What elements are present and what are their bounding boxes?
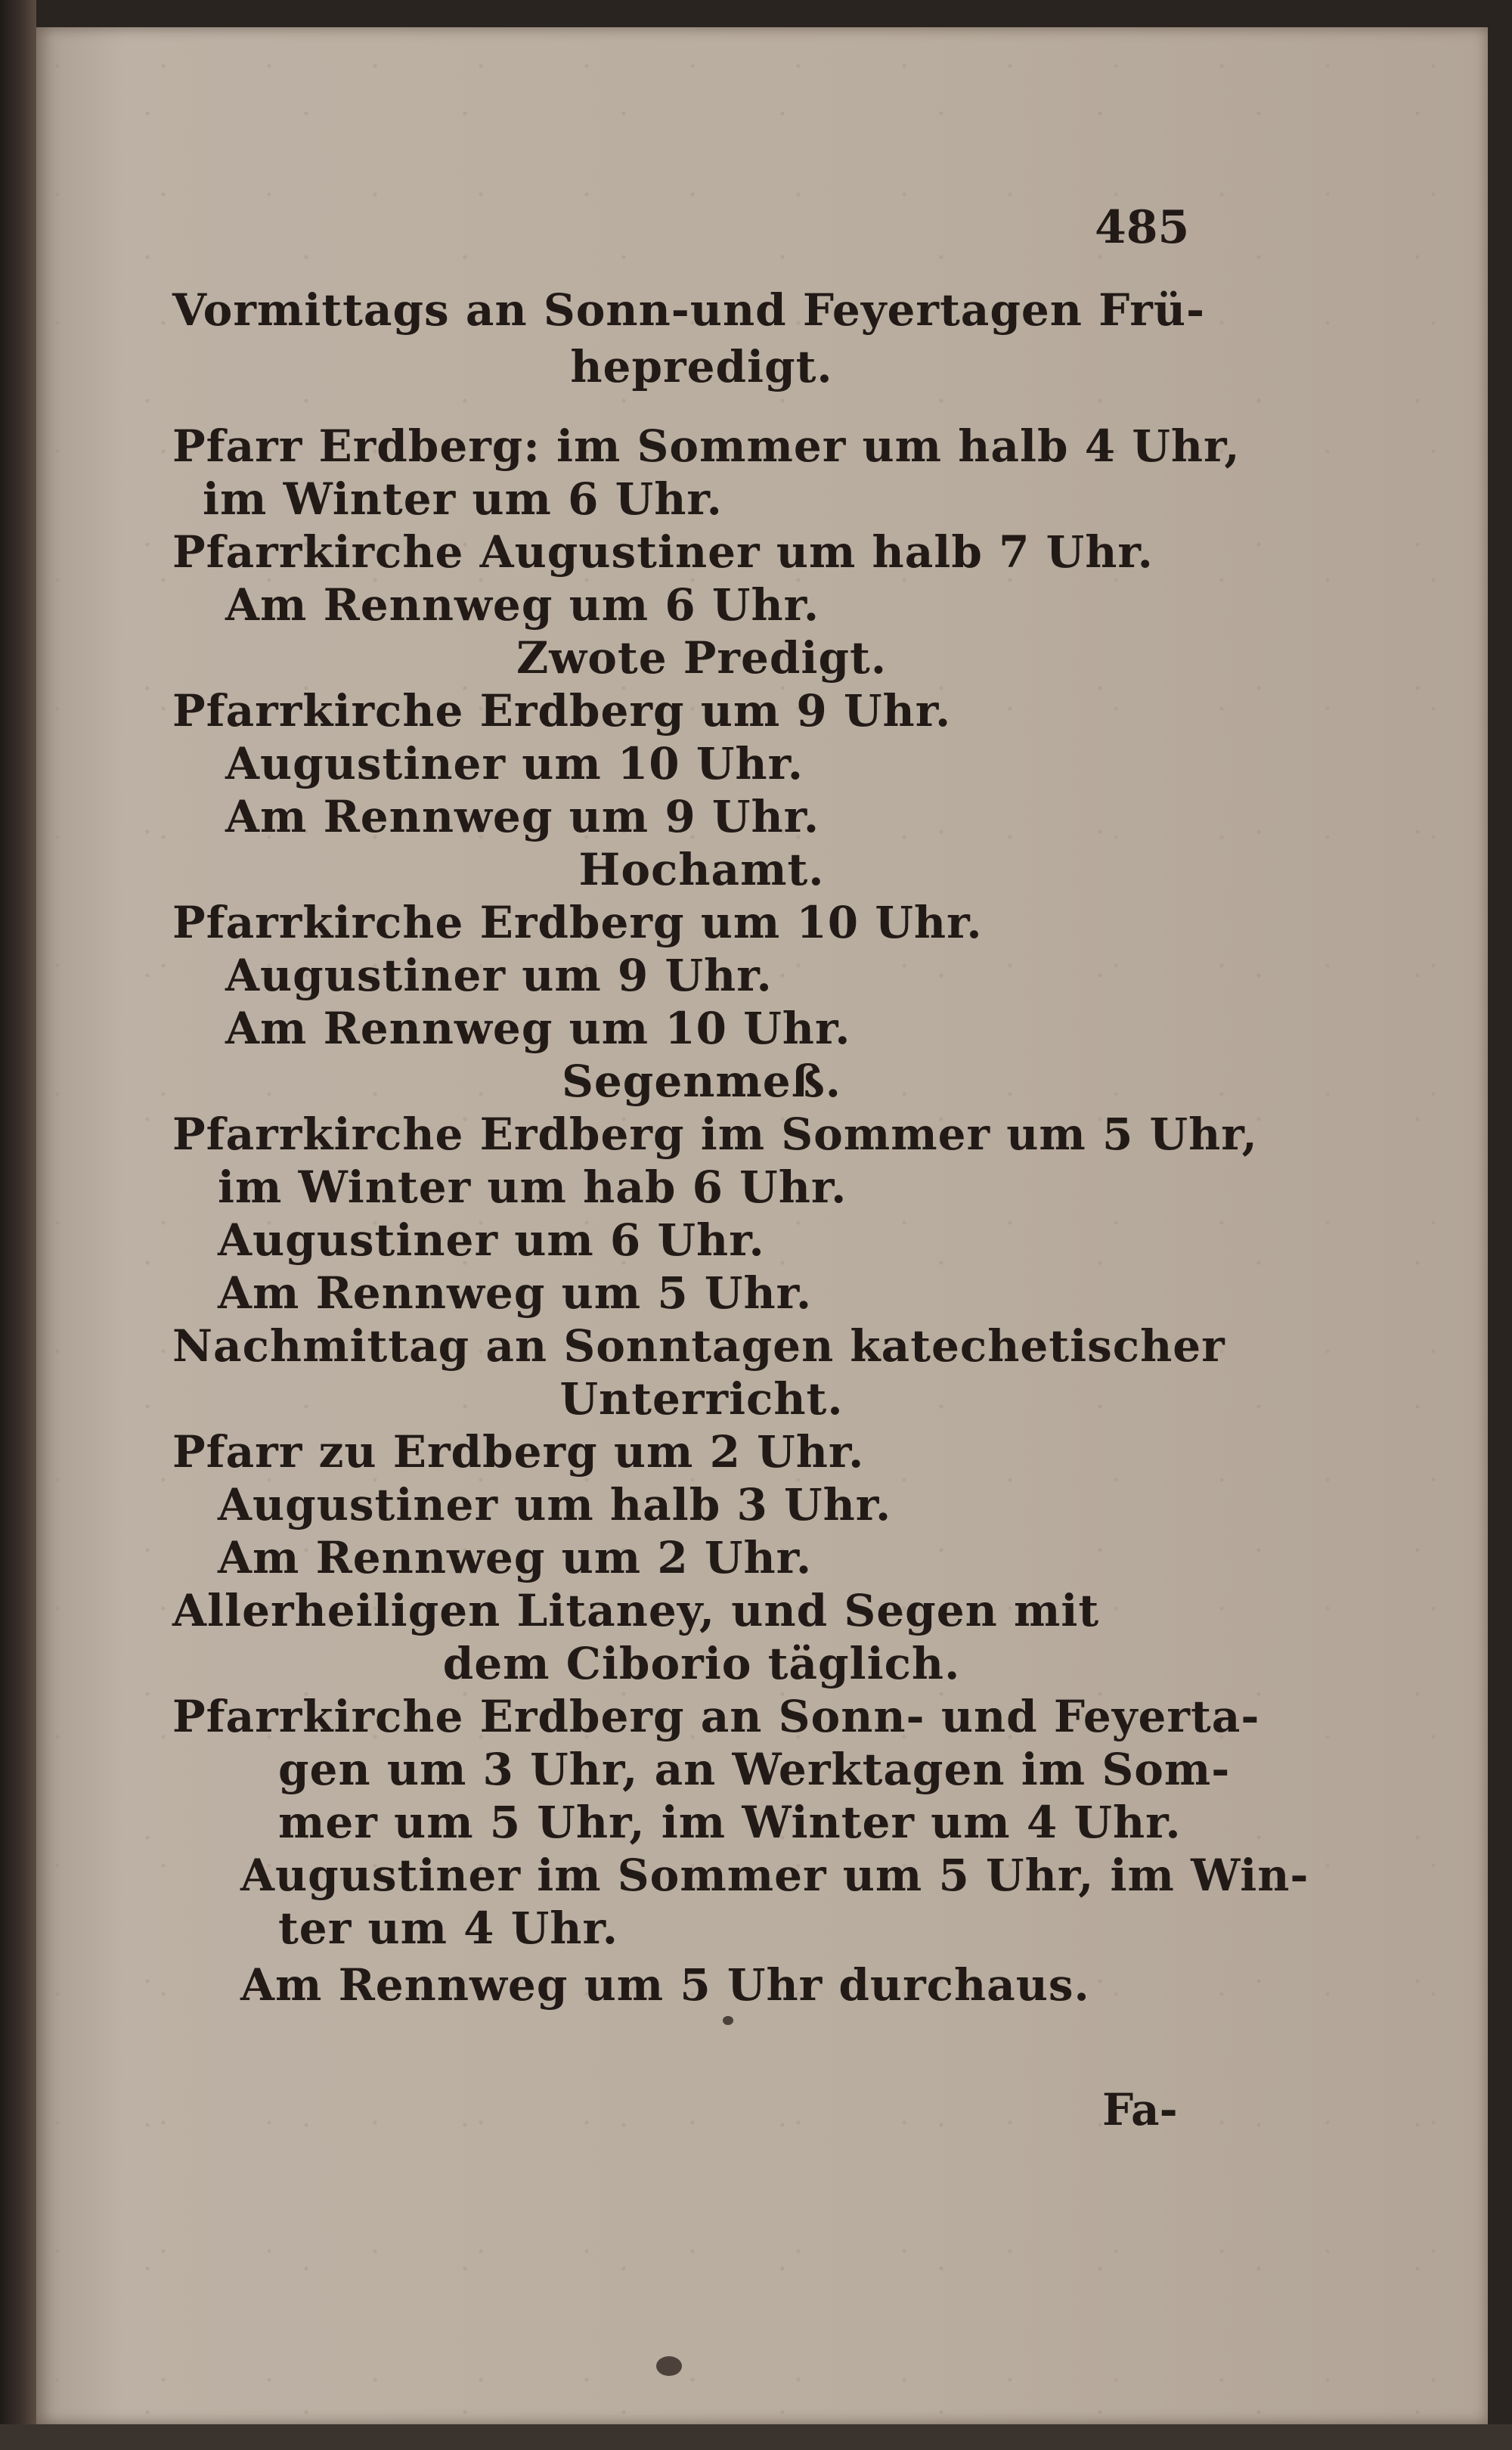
ink-spot	[656, 2356, 682, 2376]
catchword: Fa-	[1102, 2084, 1178, 2135]
heading-line: dem Ciborio täglich.	[442, 1638, 961, 1689]
text-line: Pfarrkirche Augustiner um halb 7 Uhr.	[172, 526, 1154, 578]
text-line: Am Rennweg um 5 Uhr durchaus.	[240, 1959, 1090, 2011]
heading-line: Unterricht.	[559, 1373, 844, 1425]
ink-spot	[723, 2016, 733, 2025]
book-spine	[0, 0, 36, 2450]
text-line: Augustiner um 6 Uhr.	[218, 1214, 765, 1266]
book-page	[36, 27, 1488, 2424]
page-text	[172, 27, 1309, 2424]
text-line: Augustiner im Sommer um 5 Uhr, im Win-	[240, 1850, 1309, 1901]
text-line: Am Rennweg um 5 Uhr.	[218, 1267, 813, 1319]
text-line: gen um 3 Uhr, an Werktagen im Som-	[278, 1744, 1231, 1795]
text-line: Pfarr zu Erdberg um 2 Uhr.	[172, 1426, 865, 1478]
text-line: Pfarrkirche Erdberg um 9 Uhr.	[172, 685, 952, 737]
heading-line: Hochamt.	[578, 844, 825, 895]
text-line: Am Rennweg um 2 Uhr.	[218, 1532, 813, 1583]
text-line: Am Rennweg um 10 Uhr.	[225, 1003, 851, 1054]
text-line: Nachmittag an Sonntagen katechetischer	[172, 1320, 1225, 1372]
text-line: mer um 5 Uhr, im Winter um 4 Uhr.	[278, 1797, 1182, 1848]
heading-line: Zwote Predigt.	[516, 632, 888, 684]
text-line: Augustiner um 9 Uhr.	[225, 950, 773, 1001]
page-number: 485	[1095, 201, 1190, 254]
text-line: Vormittags an Sonn-und Feyertagen Frü-	[172, 284, 1206, 336]
text-line: Pfarrkirche Erdberg im Sommer um 5 Uhr,	[172, 1109, 1258, 1160]
text-line: Pfarrkirche Erdberg um 10 Uhr.	[172, 897, 983, 948]
text-line: Am Rennweg um 6 Uhr.	[225, 579, 820, 631]
text-line: Pfarrkirche Erdberg an Sonn- und Feyerta-	[172, 1691, 1260, 1742]
text-line: Pfarr Erdberg: im Sommer um halb 4 Uhr,	[172, 420, 1241, 472]
text-line: Am Rennweg um 9 Uhr.	[225, 791, 820, 842]
text-line: im Winter um hab 6 Uhr.	[218, 1161, 847, 1213]
text-line: im Winter um 6 Uhr.	[203, 473, 723, 525]
text-line: Augustiner um halb 3 Uhr.	[218, 1479, 892, 1530]
heading-line: hepredigt.	[570, 341, 833, 392]
page-bottom-edge	[0, 2424, 1512, 2450]
text-line: Allerheiligen Litaney, und Segen mit	[172, 1585, 1100, 1636]
text-line: Augustiner um 10 Uhr.	[225, 738, 804, 789]
heading-line: Segenmeß.	[562, 1056, 841, 1107]
text-line: ter um 4 Uhr.	[278, 1903, 618, 1954]
